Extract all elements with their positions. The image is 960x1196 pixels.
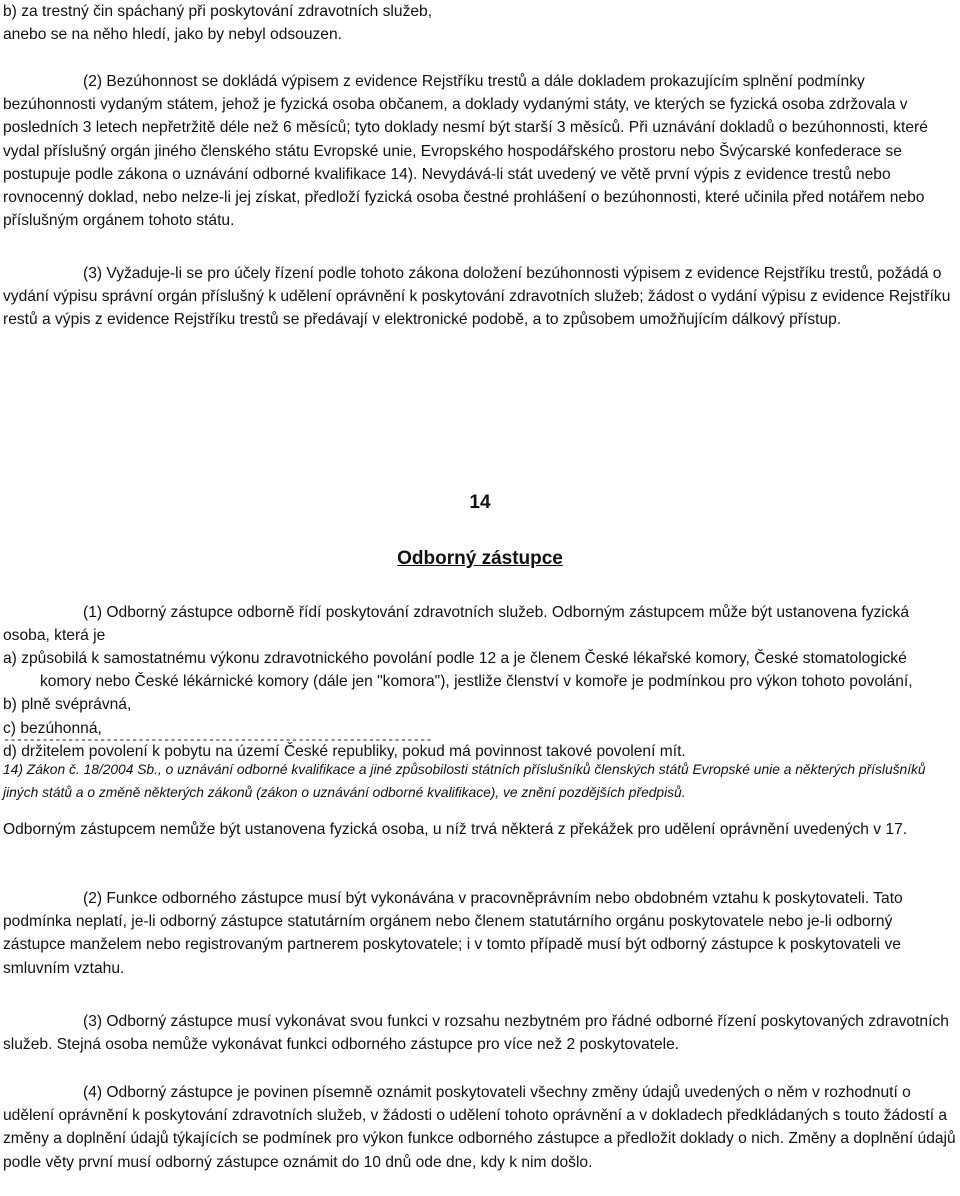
paragraph-bezuhonnost-3: (3) Vyžaduje-li se pro účely řízení podle tohoto zákona doložení bezúhonnosti výpisem z evidence Rejstříku trestů, požádá o vydání výpisu správní orgán příslušný k udělení oprávnění k poskytování zdravotních služeb; žádost o vydání výpisu z evidence Rejstříku restů a výpis z evidence Rejstříku trestů se předávají v elektronické podobě, a to způsobem umožňujícím dálkový přístup.	[3, 265, 951, 329]
continuation-text	[3, 0, 957, 46]
footnote-separator: -------------------------------------------------------------------	[3, 733, 432, 747]
paragraph-4: (4) Odborný zástupce je povinen písemně oznámit poskytovateli všechny změny údajů uvedených o něm v rozhodnutí o udělení oprávnění k poskytování zdravotních služeb, v žádosti o udělení tohoto oprávnění a v dokladech předkládaných s touto žádostí a změny a doplnění údajů týkajících se podmínek pro výkon funkce odborného zástupce a předložit doklady o nich. Změny a doplnění údajů podle věty první musí odborný zástupce oznámit do 10 dnů ode dne, kdy k nim došlo.	[3, 1084, 956, 1171]
paragraph-bezuhonnost-2: (2) Bezúhonnost se dokládá výpisem z evidence Rejstříku trestů a dále dokladem prokazujícím splnění podmínky bezúhonnosti vydaným státem, jehož je fyzická osoba občanem, a doklady vydanými státy, ve kterých se fyzická osoba zdržovala v posledních 3 letech nepřetržitě déle než 6 měsíců; tyto doklady nesmí být starší 3 měsíců. Při uznávání dokladů o bezúhonnosti, které vydal příslušný orgán jiného členského státu Evropské unie, Evropského hospodářského prostoru nebo Švýcarské konfederace se postupuje podle zákona o uznávání odborné kvalifikace 14). Nevydává-li stát uvedený ve větě první výpis z evidence trestů nebo rovnocenný doklad, nebo nelze-li jej získat, předloží fyzická osoba čestné prohlášení o bezúhonnosti, které učinila před notářem nebo příslušným orgánem tohoto státu.	[3, 73, 928, 230]
footnote-14: 14) Zákon č. 18/2004 Sb., o uznávání odborné kvalifikace a jiné způsobilosti státních příslušníků členských států Evropské unie a některých příslušníků jiných států a o změně některých zákonů (zákon o uznávání odborné kvalifikace), ve znění pozdějších předpisů.	[3, 762, 926, 800]
list-item: c) bezúhonná,	[3, 719, 102, 737]
section-number	[0, 490, 960, 516]
section-title: Odborný zástupce	[397, 548, 563, 569]
list-item: a) způsobilá k samostatnému výkonu zdravotnického povolání podle 12 a je členem České lékařské komory, České stomatologické komory nebo České lékárnické komory (dále jen "komora"), jestliže členství v komoře je podmínkou pro výkon tohoto povolání,	[3, 650, 913, 691]
paragraph-1: (1) Odborný zástupce odborně řídí poskytování zdravotních služeb. Odborným zástupcem může být ustanovena fyzická osoba, která je	[3, 604, 910, 645]
list-item: d) držitelem povolení k pobytu na území České republiky, pokud má povinnost takové povolení mít.	[3, 742, 686, 760]
paragraph-2: (2) Funkce odborného zástupce musí být vykonávána v pracovněprávním nebo obdobném vztahu k poskytovateli. Tato podmínka neplatí, je-li odborný zástupce statutárním orgánem nebo členem statutárního orgánu poskytovatele nebo je-li odborný zástupce manželem nebo registrovaným partnerem poskytovatele; i v tomto případě musí být odborný zástupce k poskytovateli ve smluvním vztahu.	[3, 890, 903, 977]
section-number-value: 14	[469, 492, 491, 513]
paragraph-3: (3) Odborný zástupce musí vykonávat svou funkci v rozsahu nezbytném pro řádné odborné řízení poskytovaných zdravotních služeb. Stejná osoba nemůže vykonávat funkci odborného zástupce pro více než 2 poskytovatele.	[3, 1013, 949, 1054]
continuation-line-end: anebo se na něho hledí, jako by nebyl odsouzen.	[3, 26, 342, 44]
paragraph-exclusion: Odborným zástupcem nemůže být ustanovena fyzická osoba, u níž trvá některá z překážek pro udělení oprávnění uvedených v 17.	[3, 821, 908, 838]
requirements-list	[3, 647, 957, 763]
continuation-line-b: b) za trestný čin spáchaný při poskytování zdravotních služeb,	[3, 3, 433, 20]
list-item: b) plně svéprávná,	[3, 696, 132, 714]
